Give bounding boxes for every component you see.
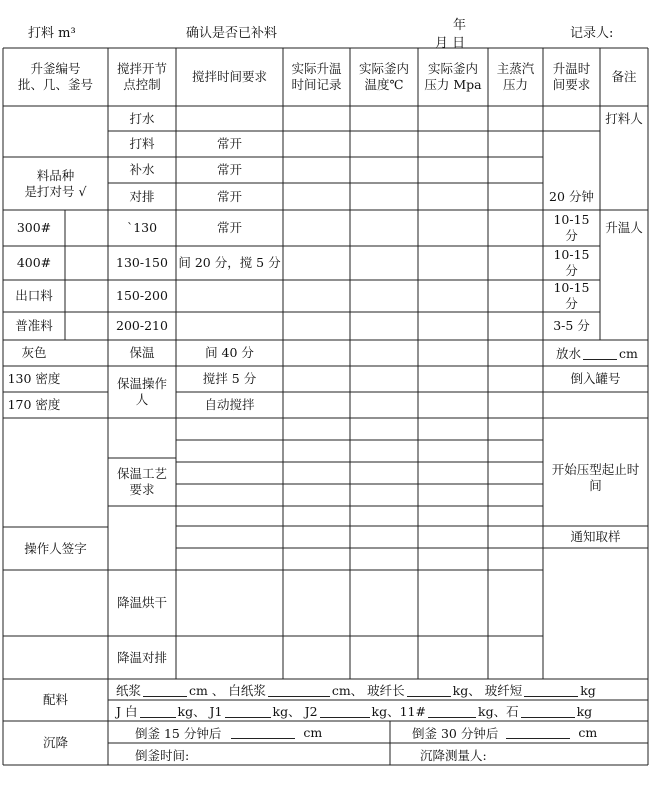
remark-drain-blank[interactable] — [583, 347, 617, 360]
heat-time-130: 10-15 分 — [553, 212, 590, 243]
settle-label: 沉降 — [42, 735, 68, 750]
settle-measurer-label: 沉降测量人: — [420, 747, 487, 763]
header-recorder: 记录人: — [570, 26, 614, 41]
mix-line1-unit: kg — [580, 682, 596, 698]
mix-fiber-long-blank[interactable] — [407, 684, 451, 697]
stir-operator: 搅拌 5 分 — [202, 371, 257, 386]
mix-fiber-long-label: cm、 玻纤长 — [331, 683, 405, 698]
step-refill: 补水 — [129, 162, 155, 177]
col-header-steam-pressure: 主蒸汽 压力 — [496, 61, 535, 92]
material-300: 300# — [16, 220, 52, 235]
heat-time-150-200: 10-15 分 — [553, 280, 590, 311]
col-header-kettle-number: 升釜编号 批、几、釜号 — [17, 61, 93, 92]
col-header-actual-temp: 实际釜内 温度℃ — [358, 61, 409, 92]
settle-pour-time — [135, 744, 189, 765]
step-temp-130: `130 — [126, 220, 158, 235]
col-header-actual-heat-time: 实际升温 时间记录 — [291, 61, 342, 92]
remark-feeder: 打料人 — [605, 110, 643, 126]
stir-130-150: 间 20 分，搅 5 分 — [178, 255, 281, 270]
material-density-130: 130 密度 — [7, 371, 61, 386]
mix-line-1 — [116, 680, 596, 700]
step-water: 打水 — [129, 110, 155, 126]
settle-30min-unit: cm — [578, 725, 598, 740]
settle-15min-blank[interactable] — [231, 726, 295, 739]
mix-line2-unit: kg — [576, 703, 593, 719]
remark-drain — [556, 343, 638, 363]
mix-pulp-label: 纸浆 — [116, 683, 142, 698]
col-header-stir-control: 搅拌开节 点控制 — [116, 61, 167, 92]
step-insulation-process: 保温工艺 要求 — [116, 466, 167, 497]
step-exhaust: 对排 — [129, 188, 155, 204]
mix-fiber-short-label: kg、 玻纤短 — [452, 683, 523, 698]
remark-drain-label: 放水 — [556, 346, 582, 361]
header-month-day: 月 日 — [435, 36, 466, 51]
mix-jbai-label: J 白 — [116, 704, 138, 719]
mix-line-2 — [116, 701, 592, 721]
remark-tank-number: 倒入罐号 — [570, 371, 621, 386]
step-temp-130-150: 130-150 — [116, 255, 168, 270]
stir-auto: 自动搅拌 — [204, 397, 255, 412]
material-standard: 普准料 — [15, 318, 53, 333]
stir-insulation: 间 40 分 — [205, 345, 254, 360]
material-density-170: 170 密度 — [7, 397, 61, 412]
mix-stone-label: kg、石 — [478, 704, 519, 719]
mix-fiber-short-blank[interactable] — [524, 684, 578, 697]
step-insulation-operator: 保温操作 人 — [116, 376, 167, 407]
mix-stone-blank[interactable] — [521, 705, 575, 718]
step-cooling-drying: 降温烘干 — [116, 595, 167, 610]
step-insulation: 保温 — [129, 345, 155, 360]
step-temp-200-210: 200-210 — [116, 318, 168, 333]
settle-30min-label: 倒釜 30 分钟后 — [412, 725, 499, 741]
remark-notify-sampling: 通知取样 — [570, 529, 621, 544]
mix-white-pulp-blank[interactable] — [268, 684, 330, 697]
heat-time-130-150: 10-15 分 — [553, 247, 590, 278]
mix-11-label: kg、11# — [371, 704, 426, 719]
mix-white-pulp-label: cm 、 白纸浆 — [189, 683, 266, 698]
step-cooling-exhaust: 降温对排 — [116, 649, 167, 665]
col-header-stir-time: 搅拌时间要求 — [191, 69, 267, 84]
mix-j1-blank[interactable] — [225, 705, 271, 718]
mix-j2-blank[interactable] — [320, 705, 370, 718]
mix-j2-label: kg、 J2 — [272, 704, 318, 719]
mix-11-blank[interactable] — [428, 705, 476, 718]
heat-time-200-210: 3-5 分 — [553, 318, 590, 333]
col-header-remarks: 备注 — [611, 69, 637, 84]
mix-jbai-blank[interactable] — [140, 705, 176, 718]
remark-drain-unit: cm — [619, 345, 638, 361]
settle-15min — [135, 722, 322, 743]
material-export: 出口料 — [15, 288, 53, 303]
stir-130: 常开 — [216, 220, 242, 235]
header-confirm: 确认是否已补料 — [186, 26, 278, 41]
mix-j1-label: kg、 J1 — [177, 704, 223, 719]
settle-measurer — [420, 744, 487, 765]
stir-exhaust: 常开 — [216, 188, 242, 204]
stir-refill: 常开 — [216, 162, 242, 177]
step-temp-150-200: 150-200 — [116, 288, 168, 303]
remark-heater: 升温人 — [605, 220, 643, 235]
stir-feed: 常开 — [216, 136, 242, 151]
remark-press-time: 开始压型起止时 间 — [551, 462, 640, 493]
col-header-actual-pressure: 实际釜内 压力 Mpa — [424, 61, 482, 92]
header-year: 年 — [453, 18, 467, 33]
settle-15min-unit: cm — [303, 725, 323, 740]
settle-30min-blank[interactable] — [506, 726, 570, 739]
step-feed: 打料 — [129, 136, 155, 151]
operator-signature-label: 操作人签字 — [24, 540, 87, 556]
material-check-label: 料品种 是打对号 √ — [24, 167, 87, 199]
header-material: 打料 m³ — [28, 26, 76, 41]
settle-30min — [412, 722, 597, 743]
settle-15min-label: 倒釜 15 分钟后 — [135, 725, 222, 741]
heat-time-20min: 20 分钟 — [549, 188, 594, 204]
settle-pour-time-label: 倒釜时间: — [135, 747, 190, 763]
material-gray: 灰色 — [21, 345, 47, 360]
mix-label: 配料 — [42, 692, 68, 707]
col-header-heat-time-req: 升温时 间要求 — [552, 61, 591, 92]
mix-pulp-blank[interactable] — [143, 684, 187, 697]
material-400: 400# — [16, 255, 52, 270]
